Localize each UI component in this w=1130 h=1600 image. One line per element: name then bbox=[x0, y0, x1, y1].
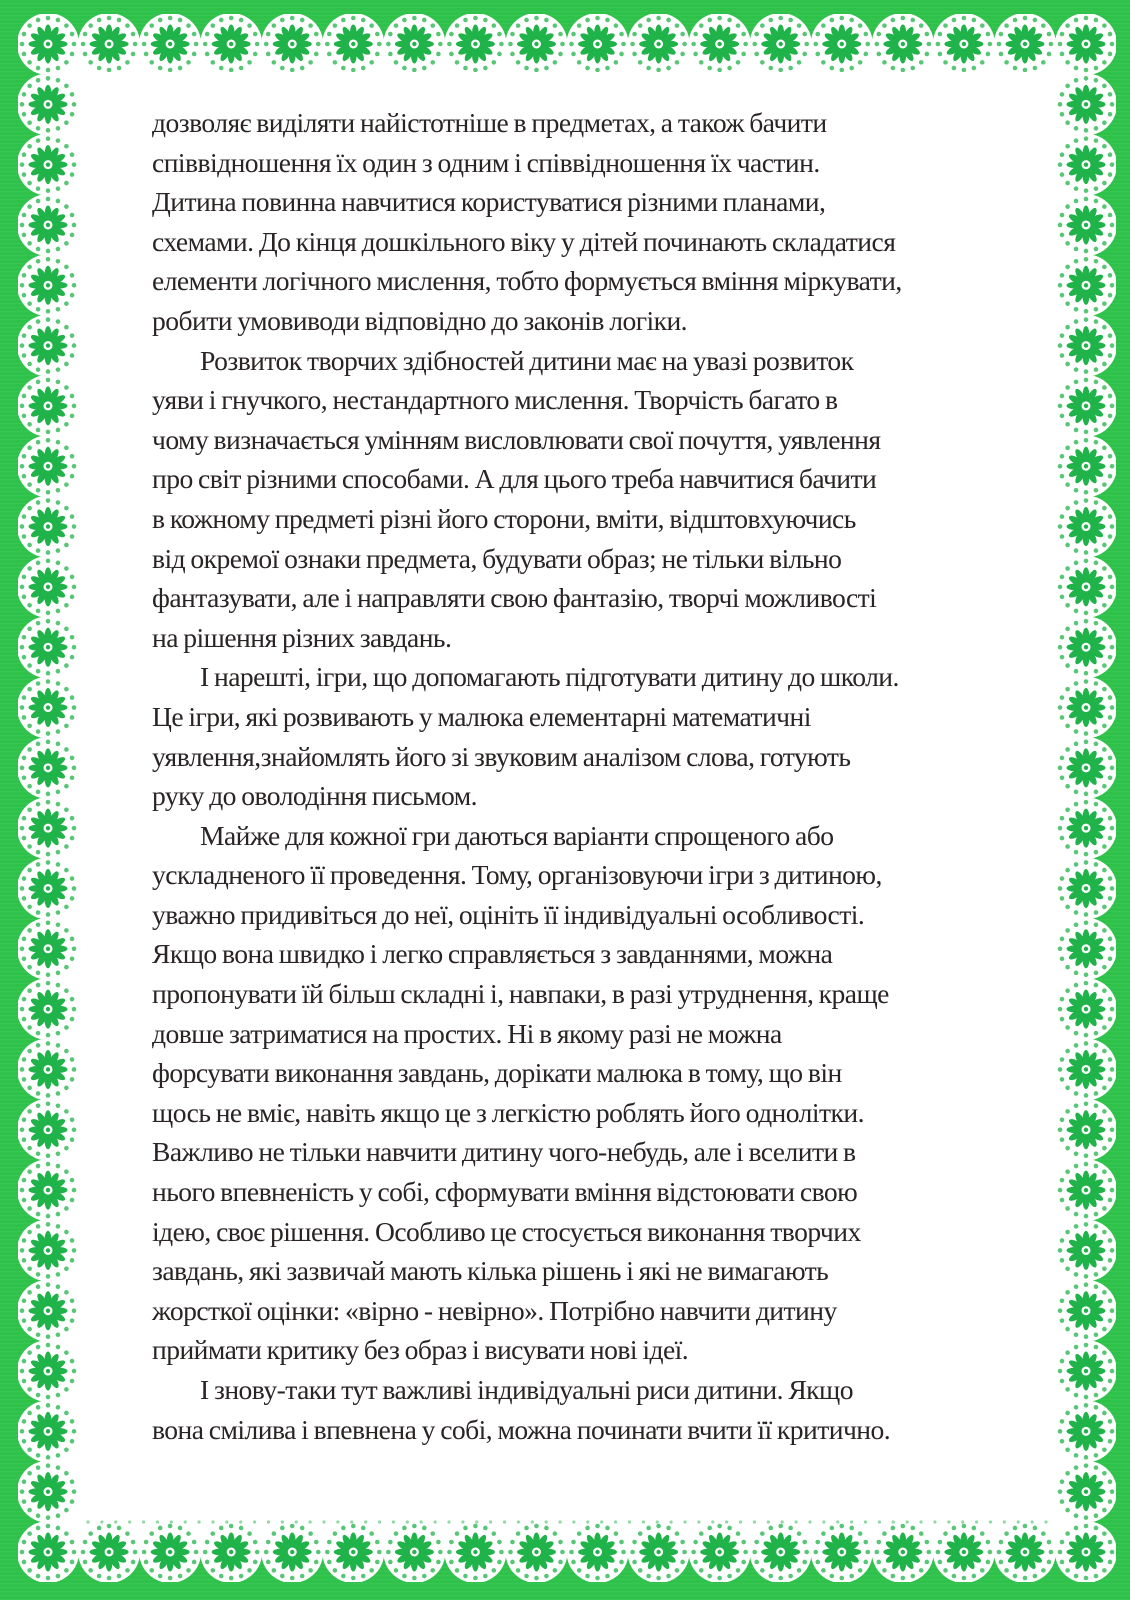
daisy-flower-icon bbox=[1055, 797, 1116, 859]
daisy-flower-icon bbox=[18, 194, 79, 256]
text-line: уявлення,знайомлять його зі звуковим аналізом слова, готують bbox=[152, 740, 851, 772]
text-line: завдань, які зазвичай мають кілька рішень і які не вимагають bbox=[152, 1255, 829, 1287]
daisy-flower-icon bbox=[18, 1521, 79, 1582]
document-text bbox=[152, 103, 1052, 1503]
daisy-flower-icon bbox=[994, 14, 1056, 75]
text-line: співвідношення їх один з одним і співвідношення їх частин. bbox=[152, 146, 820, 178]
daisy-flower-icon bbox=[689, 1521, 751, 1582]
text-line: І нарешті, ігри, що допомагають підготувати дитину до школи. bbox=[200, 661, 899, 693]
daisy-flower-icon bbox=[628, 1521, 690, 1582]
text-line: Якщо вона швидко і легко справляється з завданнями, можна bbox=[152, 938, 833, 970]
text-line: ідею, своє рішення. Особливо це стосується виконання творчих bbox=[152, 1215, 861, 1247]
daisy-flower-icon bbox=[200, 1521, 262, 1582]
daisy-flower-icon bbox=[18, 254, 79, 316]
daisy-flower-icon bbox=[18, 14, 79, 75]
daisy-flower-icon bbox=[18, 978, 79, 1040]
daisy-flower-icon bbox=[18, 1400, 79, 1462]
text-line: уяви і гнучкого, нестандартного мислення. Творчість багато в bbox=[152, 384, 838, 416]
text-line: жорсткої оцінки: «вірно - невірно». Потрібно навчити дитину bbox=[152, 1294, 837, 1326]
daisy-flower-icon bbox=[628, 14, 690, 75]
daisy-flower-icon bbox=[994, 1521, 1056, 1582]
daisy-flower-icon bbox=[1055, 254, 1116, 316]
text-line: елементи логічного мислення, тобто формується вміння міркувати, bbox=[152, 265, 902, 297]
daisy-flower-icon bbox=[1055, 1159, 1116, 1221]
daisy-flower-icon bbox=[444, 14, 506, 75]
daisy-flower-icon bbox=[1055, 857, 1116, 919]
daisy-flower-icon bbox=[139, 1521, 201, 1582]
text-line: чому визначається умінням висловлювати свої почуття, уявлення bbox=[152, 423, 881, 455]
text-line: Розвиток творчих здібностей дитини має на увазі розвиток bbox=[200, 344, 854, 376]
text-line: схемами. До кінця дошкільного віку у дітей починають складатися bbox=[152, 225, 896, 257]
daisy-flower-icon bbox=[1055, 556, 1116, 618]
daisy-flower-icon bbox=[811, 14, 873, 75]
daisy-flower-icon bbox=[1055, 1521, 1116, 1582]
daisy-flower-icon bbox=[1055, 194, 1116, 256]
daisy-flower-icon bbox=[505, 1521, 567, 1582]
daisy-flower-icon bbox=[1055, 978, 1116, 1040]
daisy-flower-icon bbox=[1055, 375, 1116, 437]
text-line: робити умовиводи відповідно до законів логіки. bbox=[152, 304, 688, 336]
daisy-flower-icon bbox=[872, 1521, 934, 1582]
daisy-flower-icon bbox=[18, 134, 79, 196]
text-line: нього впевненість у собі, сформувати вміння відстоювати свою bbox=[152, 1176, 858, 1208]
text-line: довше затриматися на простих. Ні в якому разі не можна bbox=[152, 1017, 782, 1049]
daisy-flower-icon bbox=[1055, 737, 1116, 799]
daisy-flower-icon bbox=[18, 1280, 79, 1342]
daisy-flower-icon bbox=[1055, 73, 1116, 135]
text-line: вона смілива і впевнена у собі, можна починати вчити її критично. bbox=[152, 1413, 891, 1445]
daisy-flower-icon bbox=[18, 616, 79, 678]
daisy-flower-icon bbox=[872, 14, 934, 75]
daisy-flower-icon bbox=[18, 435, 79, 497]
daisy-flower-icon bbox=[1055, 315, 1116, 377]
text-line: ускладненого її проведення. Тому, організовуючи ігри з дитиною, bbox=[152, 859, 882, 891]
daisy-flower-icon bbox=[18, 1159, 79, 1221]
daisy-flower-icon bbox=[505, 14, 567, 75]
daisy-flower-icon bbox=[1055, 1461, 1116, 1523]
daisy-flower-icon bbox=[18, 1038, 79, 1100]
text-line: щось не вміє, навіть якщо це з легкістю роблять його однолітки. bbox=[152, 1096, 864, 1128]
daisy-flower-icon bbox=[18, 496, 79, 558]
daisy-flower-icon bbox=[18, 1099, 79, 1161]
daisy-flower-icon bbox=[261, 14, 323, 75]
daisy-flower-icon bbox=[18, 677, 79, 739]
daisy-flower-icon bbox=[18, 73, 79, 135]
daisy-flower-icon bbox=[933, 14, 995, 75]
daisy-flower-icon bbox=[750, 1521, 812, 1582]
text-line: пропонувати їй більш складні і, навпаки, в разі утруднення, краще bbox=[152, 978, 889, 1010]
daisy-flower-icon bbox=[1055, 1219, 1116, 1281]
daisy-flower-icon bbox=[383, 1521, 445, 1582]
daisy-flower-icon bbox=[1055, 14, 1116, 75]
daisy-flower-icon bbox=[18, 1461, 79, 1523]
daisy-flower-icon bbox=[1055, 496, 1116, 558]
daisy-flower-icon bbox=[18, 1219, 79, 1281]
text-line: дозволяє виділяти найістотніше в предметах, а також бачити bbox=[152, 107, 827, 138]
text-line: уважно придивіться до неї, оцініть її індивідуальні особливості. bbox=[152, 898, 865, 930]
daisy-flower-icon bbox=[750, 14, 812, 75]
daisy-flower-icon bbox=[78, 14, 140, 75]
daisy-flower-icon bbox=[18, 857, 79, 919]
daisy-flower-icon bbox=[1055, 134, 1116, 196]
daisy-flower-icon bbox=[78, 1521, 140, 1582]
daisy-flower-icon bbox=[1055, 1099, 1116, 1161]
text-line: форсувати виконання завдань, дорікати малюка в тому, що він bbox=[152, 1057, 842, 1089]
daisy-flower-icon bbox=[200, 14, 262, 75]
text-line: Дитина повинна навчитися користуватися різними планами, bbox=[152, 186, 826, 218]
daisy-flower-icon bbox=[689, 14, 751, 75]
text-line: приймати критику без образ і висувати нові ідеї. bbox=[152, 1334, 689, 1366]
daisy-flower-icon bbox=[1055, 1340, 1116, 1402]
text-line: Майже для кожної гри даються варіанти спрощеного або bbox=[200, 819, 834, 851]
text-line: про світ різними способами. А для цього треба навчитися бачити bbox=[152, 463, 877, 495]
daisy-flower-icon bbox=[322, 14, 384, 75]
daisy-flower-icon bbox=[1055, 677, 1116, 739]
daisy-flower-icon bbox=[18, 737, 79, 799]
text-line: в кожному предметі різні його сторони, вміти, відштовхуючись bbox=[152, 502, 856, 534]
daisy-flower-icon bbox=[18, 375, 79, 437]
daisy-flower-icon bbox=[567, 14, 629, 75]
text-line: Важливо не тільки навчити дитину чого-небудь, але і вселити в bbox=[152, 1136, 856, 1168]
daisy-flower-icon bbox=[1055, 616, 1116, 678]
daisy-flower-icon bbox=[1055, 435, 1116, 497]
daisy-flower-icon bbox=[18, 918, 79, 980]
daisy-flower-icon bbox=[18, 797, 79, 859]
text-line: І знову-таки тут важливі індивідуальні риси дитини. Якщо bbox=[200, 1374, 853, 1405]
text-line: Це ігри, які розвивають у малюка елементарні математичні bbox=[152, 700, 811, 732]
daisy-flower-icon bbox=[1055, 918, 1116, 980]
daisy-flower-icon bbox=[18, 1340, 79, 1402]
daisy-flower-icon bbox=[383, 14, 445, 75]
daisy-flower-icon bbox=[322, 1521, 384, 1582]
daisy-flower-icon bbox=[261, 1521, 323, 1582]
text-line: від окремої ознаки предмета, будувати образ; не тільки вільно bbox=[152, 542, 842, 574]
text-line: фантазувати, але і направляти свою фантазію, творчі можливості bbox=[152, 582, 877, 614]
daisy-flower-icon bbox=[1055, 1038, 1116, 1100]
daisy-flower-icon bbox=[811, 1521, 873, 1582]
text-line: руку до оволодіння письмом. bbox=[152, 780, 477, 812]
daisy-flower-icon bbox=[1055, 1280, 1116, 1342]
daisy-flower-icon bbox=[567, 1521, 629, 1582]
daisy-flower-icon bbox=[18, 556, 79, 618]
daisy-flower-icon bbox=[139, 14, 201, 75]
daisy-flower-icon bbox=[1055, 1400, 1116, 1462]
daisy-flower-icon bbox=[18, 315, 79, 377]
daisy-flower-icon bbox=[933, 1521, 995, 1582]
daisy-flower-icon bbox=[444, 1521, 506, 1582]
text-line: на рішення різних завдань. bbox=[152, 621, 452, 653]
